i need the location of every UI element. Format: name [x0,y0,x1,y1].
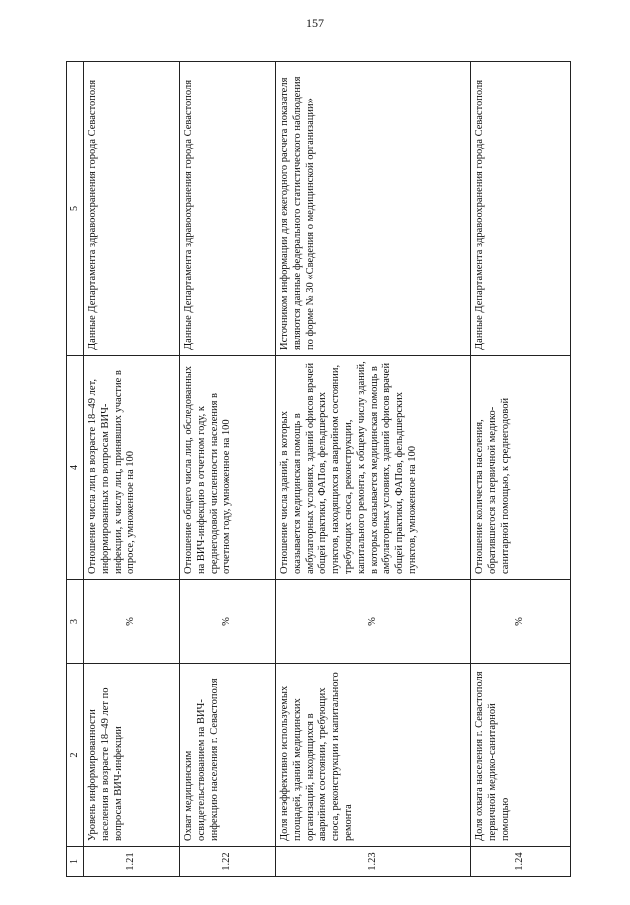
page-number: 157 [306,16,324,30]
header-col-5: 5 [67,62,84,356]
table-row [471,62,571,877]
unit: % [471,580,571,664]
indicator-name: Доля охвата населения г. Севастополя первичной медико-санитарной помощью [471,664,571,847]
calculation-method: Отношение числа лиц в возрасте 18–49 лет, информированных по вопросам ВИЧ-инфекции, к числу лиц, принявших участие в опросе, умноженное на 100 [84,356,180,580]
data-source: Данные Департамента здравоохранения города Севастополя [180,62,276,356]
table-row [84,62,180,877]
calculation-method: Отношение общего числа лиц, обследованных на ВИЧ-инфекцию в отчетном году, к среднегодовой численности населения в отчетном году, умноженное на 100 [180,356,276,580]
header-col-2: 2 [67,664,84,847]
unit: % [180,580,276,664]
indicator-name: Доля неэффективно используемых площадей, зданий медицинских организаций, находящихся в аварийном состоянии, требующих сноса, реконструкции и капитального ремонта [276,664,471,847]
rotated-table-frame [66,62,569,877]
data-source: Данные Департамента здравоохранения города Севастополя [471,62,571,356]
data-source: Источником информации для ежегодного расчета показателя являются данные федерального статистического наблюдения по форме № 30 «Сведения о медицинской организации» [276,62,471,356]
data-source: Данные Департамента здравоохранения города Севастополя [84,62,180,356]
header-col-3: 3 [67,580,84,664]
table-header-row [67,62,84,877]
indicator-name: Охват медицинским освидетельствованием на ВИЧ-инфекцию населения г. Севастополя [180,664,276,847]
table-row [276,62,471,877]
header-col-1: 1 [67,847,84,877]
row-number: 1.22 [180,847,276,877]
unit: % [84,580,180,664]
rotated-table-content [66,62,569,877]
calculation-method: Отношение количества населения, обратившегося за первичной медико-санитарной помощью, к среднегодовой [471,356,571,580]
header-col-4: 4 [67,356,84,580]
row-number: 1.24 [471,847,571,877]
row-number: 1.23 [276,847,471,877]
calculation-method: Отношение числа зданий, в которых оказывается медицинская помощь в амбулаторных условиях, зданий офисов врачей общей практики, ФАПов, фельдшерских пунктов, находящихся в аварийном состоянии, требующих сноса, реконструкции, капитального ремонта, к общему числу зданий, в которых оказывается медицинская помощь в амбулаторных условиях, зданий офисов врачей общей практики, ФАПов, фельдшерских пунктов, умноженное на 100 [276,356,471,580]
unit: % [276,580,471,664]
table-row [180,62,276,877]
indicator-name: Уровень информированности населения в возрасте 18–49 лет по вопросам ВИЧ-инфекции [84,664,180,847]
indicator-table [66,61,571,877]
row-number: 1.21 [84,847,180,877]
